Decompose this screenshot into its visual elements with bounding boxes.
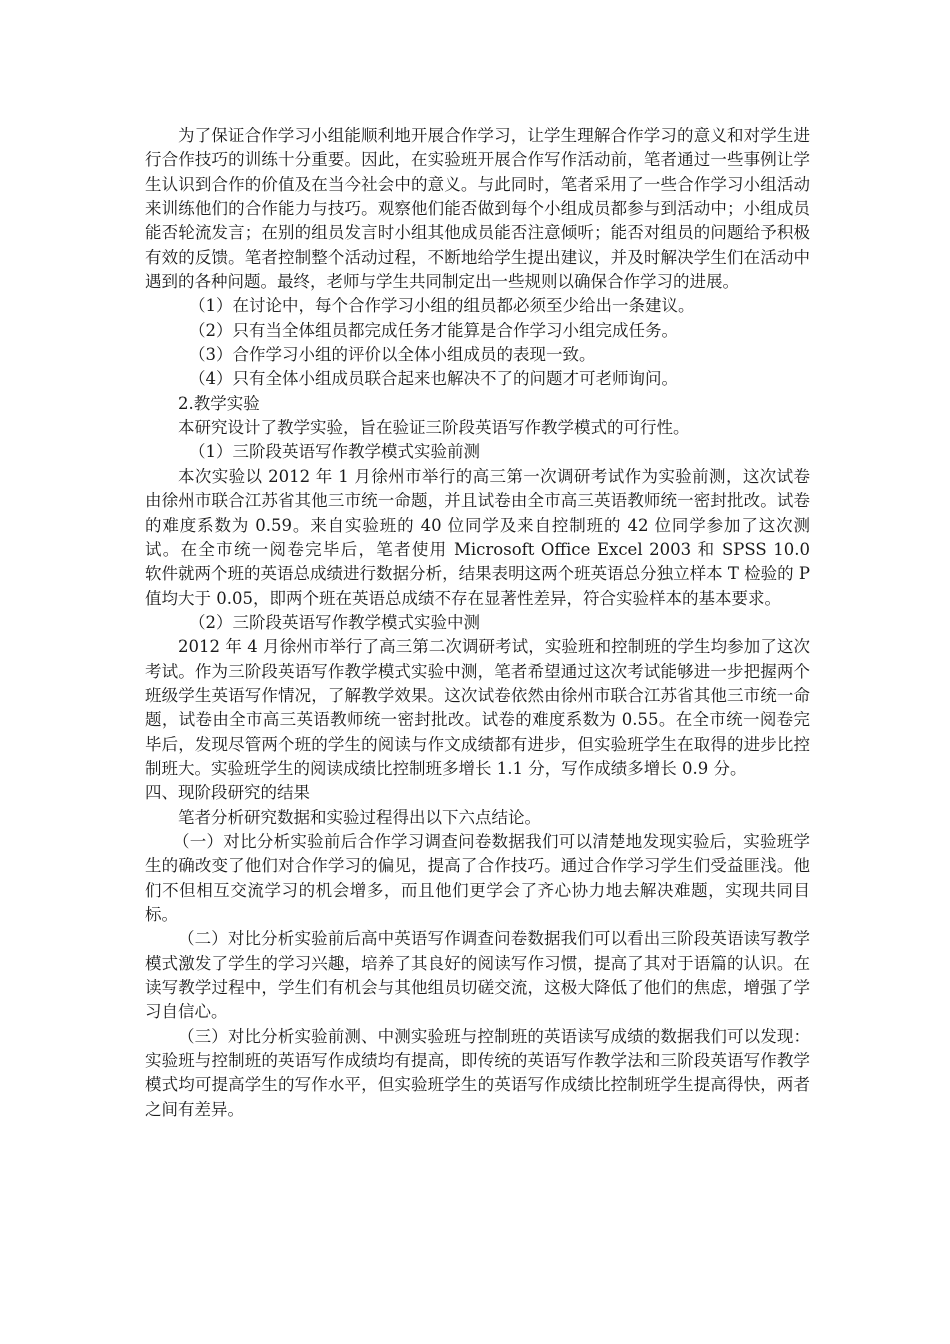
document-body: [145, 124, 827, 1122]
paragraph-conclusions-intro: 笔者分析研究数据和实验过程得出以下六点结论。: [178, 807, 541, 827]
paragraph-midtest: 2012 年 4 月徐州市举行了高三第二次调研考试，实验班和控制班的学生均参加了这次考试。作为三阶段英语写作教学模式实验中测，笔者希望通过这次考试能够进一步把握两个班级学生英语写作情况，了解教学效果。这次试卷依然由徐州市联合江苏省其他三市统一命题，试卷由全市高三英语教师统一密封批改。试卷的难度系数为 0.55。在全市统一阅卷完毕后，发现尽管两个班的学生的阅读与作文成绩都有进步，但实验班学生在取得的进步比控制班大。实验班学生的阅读成绩比控制班多增长 1.1 分，写作成绩多增长 0.9 分。: [145, 637, 810, 778]
section-heading-teaching-experiment: 2.教学实验: [178, 393, 260, 413]
rule-item-2: （2）只有当全体组员都完成任务才能算是合作学习小组完成任务。: [189, 320, 678, 340]
rule-item-1: （1）在讨论中，每个合作学习小组的组员都必须至少给出一条建议。: [189, 296, 695, 316]
conclusion-item-1: （一）对比分析实验前后合作学习调查问卷数据我们可以清楚地发现实验后，实验班学生的确改变了他们对合作学习的偏见，提高了合作技巧。通过合作学习学生们受益匪浅。他们不但相互交流学习的机会增多，而且他们更学会了齐心协力地去解决难题，实现共同目标。: [145, 831, 810, 924]
rule-item-4: （4）只有全体小组成员联合起来也解决不了的问题才可老师询问。: [189, 369, 678, 389]
subheading-pretest: （1）三阶段英语写作教学模式实验前测: [189, 442, 480, 462]
section-heading-results: 四、现阶段研究的结果: [145, 783, 310, 803]
conclusion-item-3: （三）对比分析实验前测、中测实验班与控制班的英语读写成绩的数据我们可以发现：实验班与控制班的英语写作成绩均有提高，即传统的英语写作教学法和三阶段英语写作教学模式均可提高学生的写作水平，但实验班学生的英语写作成绩比控制班学生提高得快，两者之间有差异。: [145, 1026, 810, 1119]
rule-item-3: （3）合作学习小组的评价以全体小组成员的表现一致。: [189, 345, 596, 365]
paragraph-experiment-intro: 本研究设计了教学实验，旨在验证三阶段英语写作教学模式的可行性。: [178, 418, 690, 438]
paragraph-cooperative-training: 为了保证合作学习小组能顺利地开展合作学习，让学生理解合作学习的意义和对学生进行合作技巧的训练十分重要。因此，在实验班开展合作写作活动前，笔者通过一些事例让学生认识到合作的价值及在当今社会中的意义。与此同时，笔者采用了一些合作学习小组活动来训练他们的合作能力与技巧。观察他们能否做到每个小组成员都参与到活动中；小组成员能否轮流发言；在别的组员发言时小组其他成员能否注意倾听；能否对组员的问题给予积极有效的反馈。笔者控制整个活动过程，不断地给学生提出建议，并及时解决学生们在活动中遇到的各种问题。最终，老师与学生共同制定出一些规则以确保合作学习的进展。: [145, 126, 810, 292]
paragraph-pretest: 本次实验以 2012 年 1 月徐州市举行的高三第一次调研考试作为实验前测，这次试卷由徐州市联合江苏省其他三市统一命题，并且试卷由全市高三英语教师统一密封批改。试卷的难度系数为 0.59。来自实验班的 40 位同学及来自控制班的 42 位同学参加了这次测试。在全市统一阅卷完毕后，笔者使用 Microsoft Office Excel 2003 和 SPSS 10.0 软件就两个班的英语总成绩进行数据分析，结果表明这两个班英语总分独立样本 T 检验的 P 值均大于 0.05，即两个班在英语总成绩不存在显著性差异，符合实验样本的基本要求。: [145, 466, 827, 608]
subheading-midtest: （2）三阶段英语写作教学模式实验中测: [189, 612, 480, 632]
conclusion-item-2: （二）对比分析实验前后高中英语写作调查问卷数据我们可以看出三阶段英语读写教学模式激发了学生的学习兴趣，培养了其良好的阅读写作习惯，提高了其对于语篇的认识。在读写教学过程中，学生们有机会与其他组员切磋交流，这极大降低了他们的焦虑，增强了学习自信心。: [145, 929, 810, 1022]
